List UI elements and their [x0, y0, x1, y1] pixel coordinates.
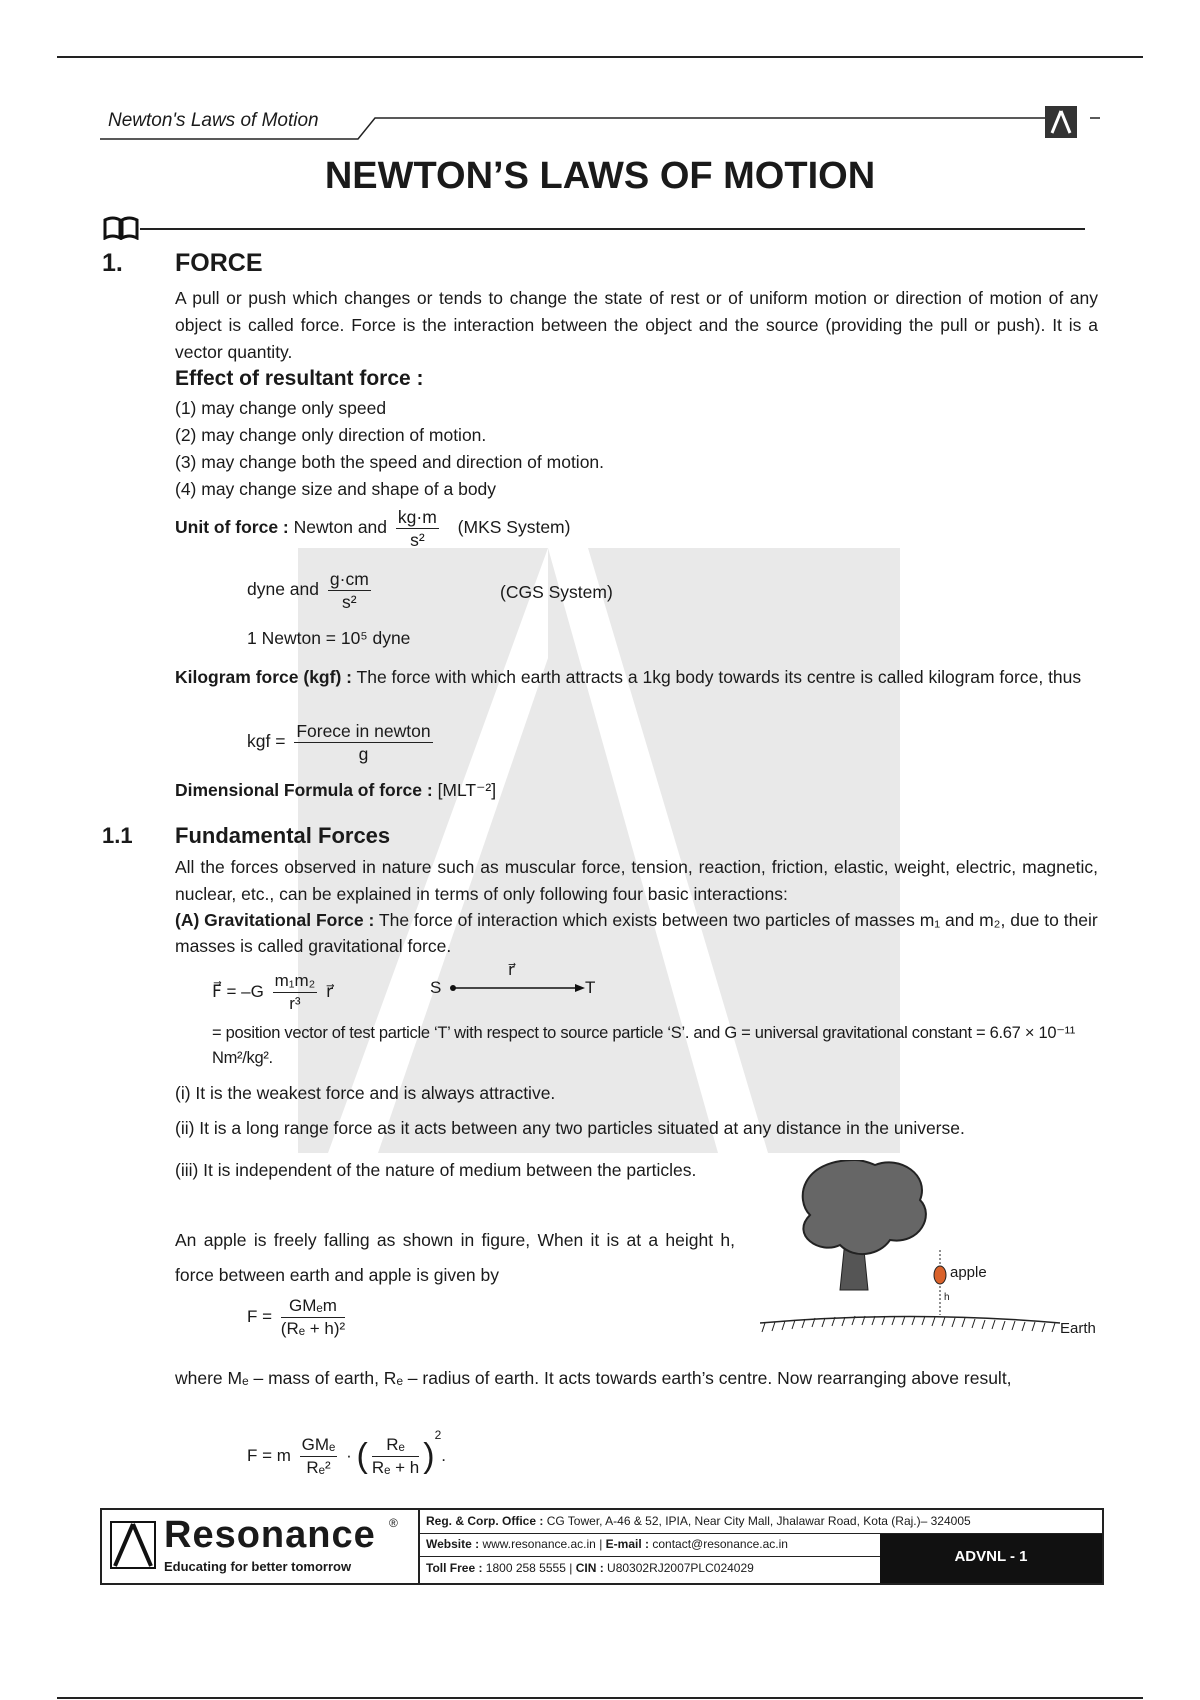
chapter-tab-label: Newton's Laws of Motion	[108, 110, 319, 131]
subsection-heading: Fundamental Forces	[175, 823, 391, 848]
footer-brand: Resonance	[164, 1514, 376, 1556]
kgf-lhs: kgf =	[247, 731, 286, 752]
chapter-tab	[100, 106, 1100, 142]
vector-arrow	[430, 962, 610, 1002]
apple-tree-figure	[760, 1160, 1100, 1340]
cin-number: U80302RJ2007PLC024029	[607, 1561, 754, 1575]
grav-text: The force of interaction which exists between two particles of masses m₁ and m₂, due to their masses is called gravitational force.	[175, 910, 1098, 956]
kgf-formula	[247, 720, 437, 765]
email-link[interactable]: contact@resonance.ac.in	[652, 1537, 788, 1551]
list-item: (2) may change only direction of motion.	[175, 425, 487, 445]
footer-reg: ®	[389, 1516, 398, 1530]
newton-dyne: 1 Newton = 10⁵ dyne	[247, 628, 411, 648]
email-label: E-mail :	[605, 1537, 649, 1551]
f2-exponent: 2	[434, 1428, 442, 1442]
grav-label: (A) Gravitational Force :	[175, 910, 375, 930]
list-item: (4) may change size and shape of a body	[175, 479, 497, 499]
f2-fraction-2	[372, 1434, 419, 1479]
tollfree-number: 1800 258 5555	[485, 1561, 566, 1575]
fraction-denominator: (Rₑ + h)²	[280, 1319, 346, 1338]
kgf-fraction	[294, 720, 432, 765]
top-rule	[57, 56, 1143, 58]
unit-text: Newton and	[293, 517, 388, 538]
list-item: (i) It is the weakest force and is always attractive.	[175, 1083, 556, 1103]
fraction-denominator: r³	[289, 994, 301, 1013]
cin-label: CIN :	[575, 1561, 604, 1575]
bottom-rule	[57, 1697, 1143, 1699]
where-text: where Mₑ – mass of earth, Rₑ – radius of earth. It acts towards earth’s centre. Now rearranging above result,	[175, 1368, 1012, 1388]
dim-label: Dimensional Formula of force :	[175, 780, 433, 800]
dyne-line	[247, 568, 375, 613]
list-item: (ii) It is a long range force as it acts between any two particles situated at any distance in the universe.	[175, 1118, 965, 1138]
footer-website: Website : www.resonance.ac.in | E-mail : contact@resonance.ac.in	[426, 1537, 788, 1551]
subsection-number: 1.1	[102, 823, 133, 848]
footer	[100, 1508, 1104, 1585]
book-icon	[103, 216, 139, 240]
list-item: (iii) It is independent of the nature of medium between the particles.	[175, 1160, 697, 1180]
office-address: CG Tower, A-46 & 52, IPIA, Near City Mall, Jhalawar Road, Kota (Raj.)– 324005	[546, 1514, 971, 1528]
force-formula-1	[247, 1295, 349, 1340]
footer-tollfree: Toll Free : 1800 258 5555 | CIN : U80302RJ2007PLC024029	[426, 1561, 754, 1575]
website-link[interactable]: www.resonance.ac.in	[482, 1537, 596, 1551]
fraction-numerator: g·cm	[329, 569, 369, 589]
unit-label: Unit of force :	[175, 517, 289, 538]
fraction-numerator: m₁m₂	[273, 970, 318, 993]
height-label: h	[944, 1292, 950, 1303]
chapter-tab-icon	[1045, 106, 1077, 138]
vector-source: S	[430, 978, 442, 997]
footer-office	[426, 1512, 1098, 1530]
mks-label: (MKS System)	[457, 517, 571, 538]
fraction-numerator: kg·m	[397, 507, 437, 527]
kgf-label: Kilogram force (kgf) :	[175, 667, 352, 687]
paren-open: (	[356, 1437, 368, 1476]
formula-fraction	[273, 970, 318, 1015]
effect-heading: Effect of resultant force :	[175, 367, 424, 390]
dyne-text: dyne and	[247, 579, 320, 600]
fraction-denominator: s²	[342, 592, 357, 612]
force-definition: A pull or push which changes or tends to change the state of rest or of uniform motion or direction of motion of any object is called force. Force is the interaction between the object and the source (providing the pull or push). It is a vector quantity.	[175, 288, 1098, 362]
page-title: NEWTON’S LAWS OF MOTION	[324, 155, 876, 197]
fraction-numerator: Rₑ	[372, 1434, 419, 1457]
earth-label: Earth	[1060, 1320, 1096, 1337]
formula-r: r⃗	[325, 981, 333, 1001]
apple-text: An apple is freely falling as shown in figure, When it is at a height h, force between earth and apple is given by	[175, 1230, 735, 1285]
fraction-numerator: GMₑm	[281, 1295, 345, 1318]
f1-fraction	[281, 1295, 345, 1340]
unit-fraction	[396, 506, 439, 551]
kgf-text: The force with which earth attracts a 1kg body towards its centre is called kilogram force, thus	[356, 667, 1082, 687]
gravitational-para	[175, 907, 1098, 959]
website-label: Website :	[426, 1537, 480, 1551]
paren-close: )	[423, 1437, 435, 1476]
f2-dot: ·	[346, 1446, 352, 1465]
fraction-numerator: GMₑ	[300, 1434, 338, 1457]
kgf-definition	[175, 664, 1098, 691]
cgs-label: (CGS System)	[500, 582, 613, 602]
office-label: Reg. & Corp. Office :	[426, 1514, 544, 1528]
f2-lhs: F = m	[247, 1446, 291, 1465]
section-rule	[140, 228, 1085, 230]
section-number: 1.	[102, 249, 123, 277]
fraction-denominator: Rₑ²	[306, 1458, 331, 1478]
footer-divider	[418, 1510, 420, 1583]
fraction-denominator: g	[358, 744, 369, 764]
formula-lhs: F⃗ = –G	[212, 981, 264, 1001]
section-heading: FORCE	[175, 249, 263, 277]
apple-label: apple	[950, 1264, 987, 1281]
page-code-box	[880, 1534, 1102, 1583]
unit-line	[175, 506, 570, 551]
tollfree-label: Toll Free :	[426, 1561, 483, 1575]
page-code: ADVNL - 1	[954, 1548, 1028, 1565]
dim-value: [MLT⁻²]	[437, 780, 497, 800]
list-item: (1) may change only speed	[175, 398, 387, 418]
vector-test: T	[585, 978, 596, 997]
footer-tagline: Educating for better tomorrow	[164, 1559, 352, 1574]
dyne-fraction	[328, 568, 371, 613]
fundamental-para: All the forces observed in nature such as muscular force, tension, reaction, friction, elastic, weight, electric, magnetic, nuclear, etc., can be explained in terms of only following four basic interactions:	[175, 857, 1098, 904]
position-vector-text: = position vector of test particle ‘T’ with respect to source particle ‘S’. and G = universal gravitational constant = 6.67 × 10⁻¹¹ Nm²/kg².	[212, 1024, 1075, 1067]
list-item: (3) may change both the speed and direction of motion.	[175, 452, 605, 472]
fraction-denominator: Rₑ + h	[371, 1458, 420, 1478]
dimensional-formula	[175, 780, 496, 801]
fraction-numerator: Forece in newton	[296, 721, 431, 741]
footer-logo-icon	[109, 1520, 157, 1570]
f2-fraction-1	[300, 1434, 338, 1479]
grav-formula	[212, 970, 333, 1015]
f1-lhs: F =	[247, 1306, 273, 1326]
vector-diagram	[430, 962, 610, 1002]
force-formula-2: F = m $\frac{\text{GMₑ}}{\text{Rₑ²}}$ · ( $\frac{\text{Rₑ}}{\text{Rₑ + h}}$ )$^2$.	[247, 1428, 447, 1478]
fraction-denominator: s²	[410, 530, 425, 550]
vector-r: r⃗	[508, 962, 515, 979]
